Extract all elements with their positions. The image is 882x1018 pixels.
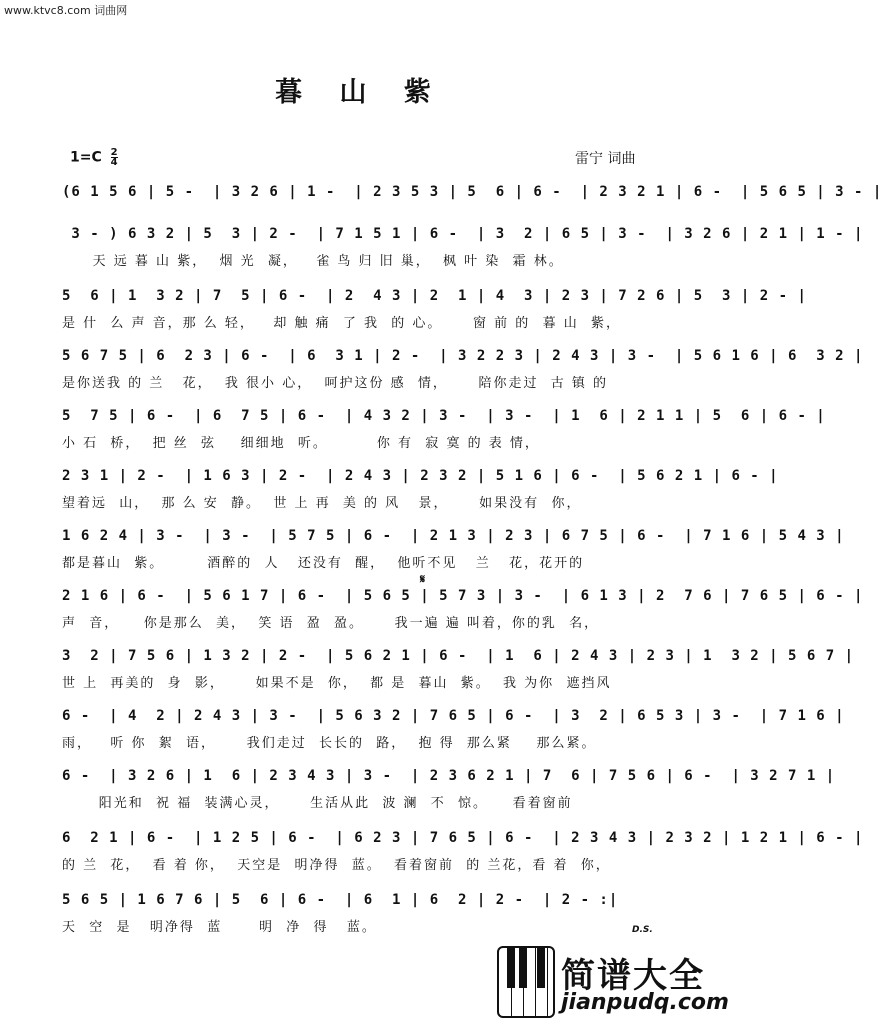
- score-system: [62, 708, 845, 752]
- notation-line: 6 - | 4 2 | 2 4 3 | 3 - | 5 6 3 2 | 7 6 5 | 6 - | 3 2 | 6 5 3 | 3 - | 7 1 6 |: [62, 708, 845, 724]
- notation-line: (6 1 5 6 | 5 - | 3 2 6 | 1 - | 2 3 5 3 | 5 6 | 6 - | 2 3 2 1 | 6 - | 5 6 5 | 3 - |: [62, 184, 882, 200]
- lyric-line: 天 远 暮 山 紫， 烟 光 凝， 雀 鸟 归 旧 巢， 枫 叶 染 霜 林。: [62, 254, 564, 269]
- lyric-line: 天 空 是 明净得 蓝 明 净 得 蓝。: [62, 920, 377, 935]
- notation-line: 6 2 1 | 6 - | 1 2 5 | 6 - | 6 2 3 | 7 6 5 | 6 - | 2 3 4 3 | 2 3 2 | 1 2 1 | 6 - |: [62, 830, 864, 846]
- notation-line: 3 - ) 6 3 2 | 5 3 | 2 - | 7 1 5 1 | 6 - | 3 2 | 6 5 | 3 - | 3 2 6 | 2 1 | 1 - |: [62, 226, 864, 242]
- author-credit: 雷宁 词曲: [575, 151, 636, 167]
- lyric-line: 望着远 山， 那 么 安 静。 世 上 再 美 的 风 景， 如果没有 你，: [62, 496, 582, 511]
- score-system: [62, 408, 826, 452]
- score-system: [62, 184, 882, 228]
- piano-icon: [497, 946, 555, 1018]
- lyric-line: [62, 208, 658, 228]
- site-label: www.ktvc8.com 词曲网: [4, 4, 128, 17]
- score-system: [62, 830, 864, 874]
- score-system: [62, 768, 836, 812]
- page-title: 暮 山 紫: [275, 77, 445, 108]
- time-signature: [111, 148, 118, 167]
- lyric-line: 声 音， 你是那么 美， 笑 语 盈 盈。 我一遍 遍 叫着，你的乳 名，: [62, 616, 600, 631]
- lyric-line: 雨， 听 你 絮 语， 我们走过 长长的 路， 抱 得 那么紧 那么紧。: [62, 736, 597, 751]
- notation-line: 5 6 5 | 1 6 7 6 | 5 6 | 6 - | 6 1 | 6 2 | 2 - | 2 - :|: [62, 892, 619, 908]
- segno-mark: 𝄋: [420, 572, 426, 586]
- score-system: [62, 288, 807, 332]
- lyric-line: 的 兰 花， 看 着 你， 天空是 明净得 蓝。 看着窗前 的 兰花，看 着 你，: [62, 858, 611, 873]
- score-system: [62, 588, 864, 632]
- notation-line: 2 3 1 | 2 - | 1 6 3 | 2 - | 2 4 3 | 2 3 2 | 5 1 6 | 6 - | 5 6 2 1 | 6 - |: [62, 468, 779, 484]
- lyric-line: 是你送我 的 兰 花， 我 很小 心， 呵护这份 感 情， 陪你走过 古 镇 的: [62, 376, 609, 391]
- logo-chinese: 简谱大全: [561, 956, 705, 996]
- score-system: [62, 648, 855, 692]
- notation-line: 5 6 7 5 | 6 2 3 | 6 - | 6 3 1 | 2 - | 3 2 2 3 | 2 4 3 | 3 - | 5 6 1 6 | 6 3 2 |: [62, 348, 864, 364]
- lyric-line: 世 上 再美的 身 影， 如果不是 你， 都 是 暮山 紫。 我 为你 遮挡风: [62, 676, 612, 691]
- notation-line: 2 1 6 | 6 - | 5 6 1 7 | 6 - | 5 6 5 | 5 7 3 | 3 - | 6 1 3 | 2 7 6 | 7 6 5 | 6 - |: [62, 588, 864, 604]
- notation-line: 5 7 5 | 6 - | 6 7 5 | 6 - | 4 3 2 | 3 - | 3 - | 1 6 | 2 1 1 | 5 6 | 6 - |: [62, 408, 826, 424]
- logo-english: jianpudq.com: [561, 990, 729, 1015]
- key-signature: [70, 148, 118, 167]
- notation-line: 1 6 2 4 | 3 - | 3 - | 5 7 5 | 6 - | 2 1 3 | 2 3 | 6 7 5 | 6 - | 7 1 6 | 5 4 3 |: [62, 528, 845, 544]
- notation-line: 3 2 | 7 5 6 | 1 3 2 | 2 - | 5 6 2 1 | 6 - | 1 6 | 2 4 3 | 2 3 | 1 3 2 | 5 6 7 |: [62, 648, 855, 664]
- lyric-line: 小 石 桥， 把 丝 弦 细细地 听。 你 有 寂 寞 的 表 情，: [62, 436, 540, 451]
- time-signature-bottom: 4: [110, 157, 118, 168]
- notation-line: 6 - | 3 2 6 | 1 6 | 2 3 4 3 | 3 - | 2 3 6 2 1 | 7 6 | 7 5 6 | 6 - | 3 2 7 1 |: [62, 768, 836, 784]
- score-system: [62, 528, 845, 572]
- lyric-line: 阳光和 祝 福 装满心灵， 生活从此 波 澜 不 惊。 看着窗前: [62, 796, 573, 811]
- lyric-line: 是 什 么 声 音，那 么 轻， 却 触 痛 了 我 的 心。 窗 前 的 暮 山 紫，: [62, 316, 621, 331]
- notation-line: 5 6 | 1 3 2 | 7 5 | 6 - | 2 4 3 | 2 1 | 4 3 | 2 3 | 7 2 6 | 5 3 | 2 - |: [62, 288, 807, 304]
- score-system: [62, 892, 658, 936]
- lyric-line: 都是暮山 紫。 酒醉的 人 还没有 醒， 他听不见 兰 花，花开的: [62, 556, 585, 571]
- ds-mark: D.S.: [632, 925, 653, 935]
- key-label: 1=C: [70, 149, 102, 166]
- score-system: [62, 348, 864, 392]
- time-signature-top: 2: [110, 147, 118, 158]
- site-logo: [497, 946, 729, 1018]
- score-system: [62, 226, 864, 270]
- score-system: [62, 468, 779, 512]
